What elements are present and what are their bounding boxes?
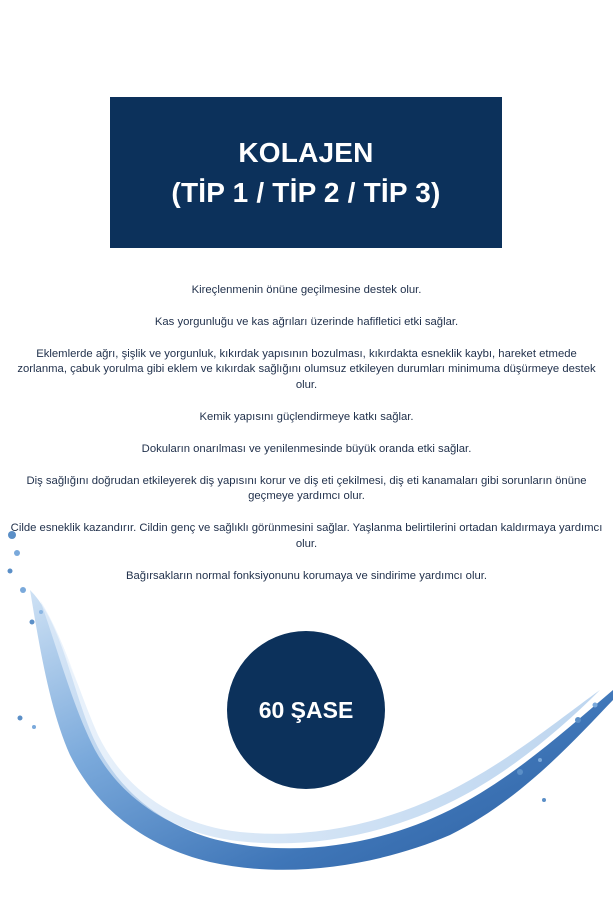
- benefits-list: [10, 283, 603, 601]
- title-type-subtitle: (TİP 1 / TİP 2 / TİP 3): [171, 176, 441, 208]
- benefit-item: Cilde esneklik kazandırır. Cildin genç ve sağlıklı görünmesini sağlar. Yaşlanma belirtilerini ortadan kaldırmaya yardımcı olur.: [10, 522, 603, 550]
- title-banner: [110, 97, 502, 248]
- benefit-item: Dokuların onarılması ve yenilenmesinde büyük oranda etki sağlar.: [141, 442, 472, 455]
- title-product-name: KOLAJEN: [238, 136, 374, 168]
- benefit-item: Eklemlerde ağrı, şişlik ve yorgunluk, kıkırdak yapısının bozulması, kıkırdakta esneklik kaybı, hareket etmede zorlanma, çabuk yorulma gibi eklem ve kıkırdak sağlığını olumsuz etkileyen durumları minimuma düşürmeye destek olur.: [17, 347, 596, 392]
- quantity-badge: [227, 631, 385, 789]
- benefit-item: Bağırsakların normal fonksiyonunu korumaya ve sindirime yardımcı olur.: [125, 569, 488, 582]
- benefit-item: Kireçlenmenin önüne geçilmesine destek olur.: [191, 284, 422, 296]
- benefit-item: Kas yorgunluğu ve kas ağrıları üzerinde hafifletici etki sağlar.: [154, 315, 459, 328]
- benefit-item: Kemik yapısını güçlendirmeye katkı sağlar.: [199, 410, 414, 423]
- benefit-item: Diş sağlığını doğrudan etkileyerek diş yapısını korur ve diş eti çekilmesi, diş eti kanamaları gibi sorunların önüne geçmeye yardımcı olur.: [26, 474, 587, 503]
- quantity-badge-label: 60 ŞASE: [258, 696, 354, 723]
